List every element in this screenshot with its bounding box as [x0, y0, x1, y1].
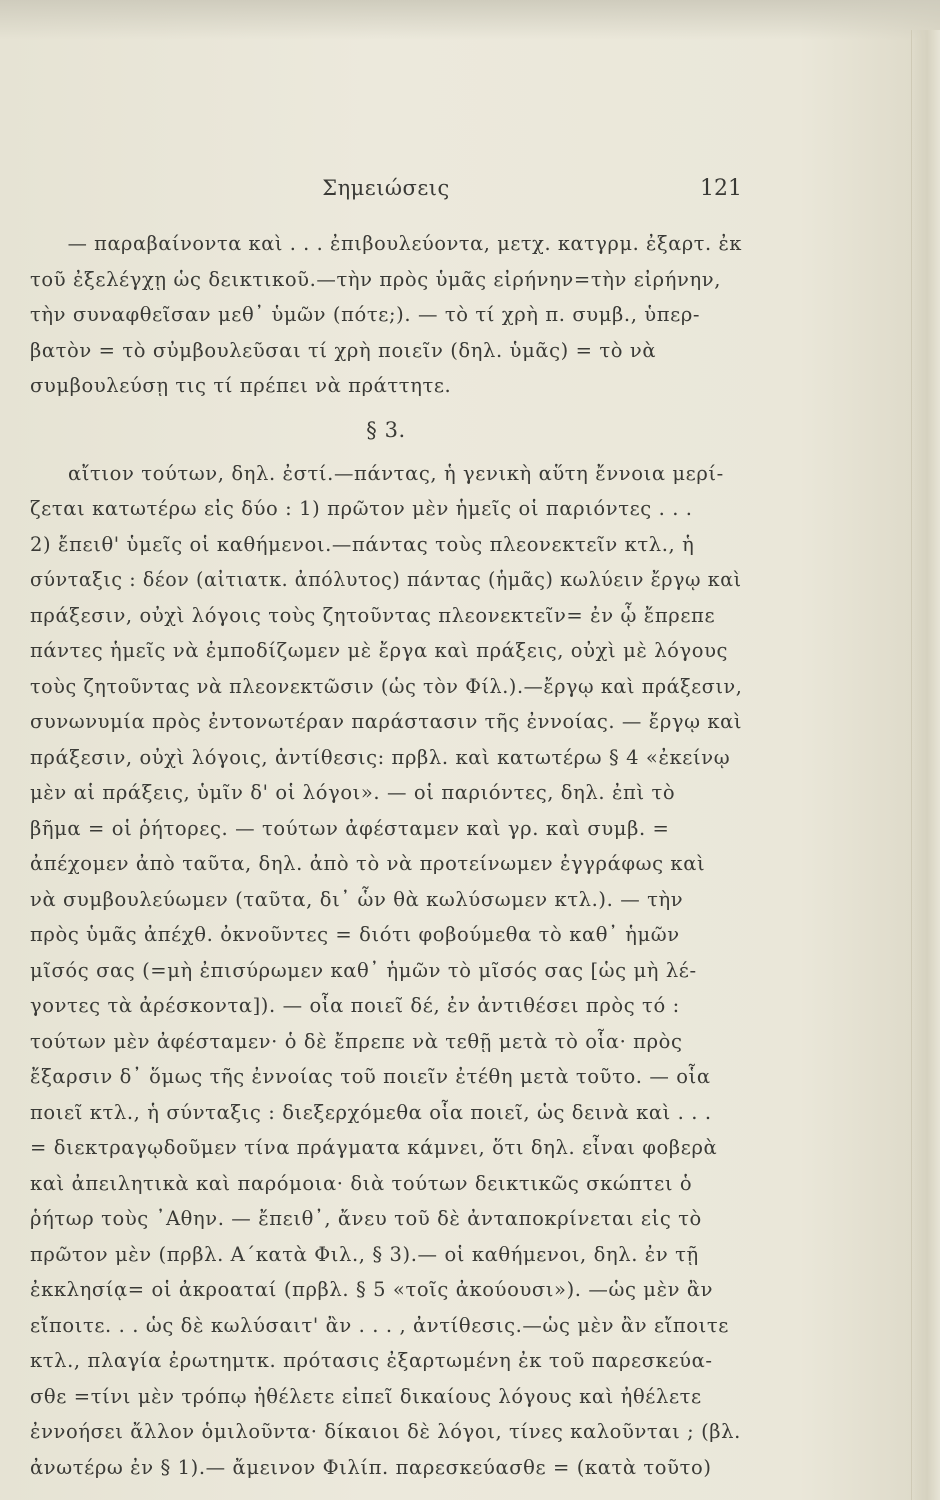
text-line: — παραβαίνοντα καὶ . . . ἐπιβουλεύοντα, μετχ. κατγρμ. ἐξαρτ. ἐκ [67, 232, 743, 255]
text-line: τὴν συναφθεῖσαν μεθ᾽ ὑμῶν (πότε;). — τὸ τί χρὴ π. συμβ., ὑπερ- [30, 303, 701, 326]
paragraph-1 [30, 226, 742, 404]
text-line: ἀνωτέρω ἐν § 1).— ἄμεινον Φιλίπ. παρεσκεύασθε = (κατὰ τοῦτο) [30, 1455, 712, 1479]
text-line: πράξεσιν, οὐχὶ λόγοις τοὺς ζητοῦντας πλεονεκτεῖν= ἐν ᾧ ἔπρεπε [30, 603, 716, 627]
text-line: πάντες ἡμεῖς νὰ ἐμποδίζωμεν μὲ ἔργα καὶ πράξεις, οὐχὶ μὲ λόγους [30, 639, 729, 662]
text-line: κτλ., πλαγία ἐρωτημτκ. πρότασις ἐξαρτωμένη ἐκ τοῦ παρεσκεύα- [30, 1349, 713, 1372]
text-line: τοὺς ζητοῦντας νὰ πλεονεκτῶσιν (ὡς τὸν Φίλ.).—ἔργῳ καὶ πράξεσιν, [30, 674, 743, 698]
text-line: ῥήτωρ τοὺς ᾽Αθην. — ἔπειθ᾽, ἄνευ τοῦ δὲ ἀνταποκρίνεται εἰς τὸ [30, 1207, 702, 1230]
text-line: καὶ ἀπειλητικὰ καὶ παρόμοια· διὰ τούτων δεικτικῶς σκώπτει ὁ [30, 1171, 693, 1195]
page-number: 121 [700, 176, 742, 201]
text-line: πρὸς ὑμᾶς ἀπέχθ. ὀκνοῦντες = διότι φοβούμεθα τὸ καθ᾽ ἡμῶν [30, 923, 680, 946]
page-edge [911, 30, 940, 1500]
notes-body [30, 226, 742, 1485]
text-line: συμβουλεύσῃ τις τί πρέπει νὰ πράττητε. [30, 374, 452, 397]
text-line: μὲν αἱ πράξεις, ὑμῖν δ' οἱ λόγοι». — οἱ παριόντες, δηλ. ἐπὶ τὸ [30, 781, 676, 804]
section-heading: § 3. [366, 417, 406, 442]
text-line: βατὸν = τὸ σὐμβουλεῦσαι τί χρὴ ποιεῖν (δηλ. ὑμᾶς) = τὸ νὰ [30, 338, 657, 362]
text-line: πράξεσιν, οὐχὶ λόγοις, ἀντίθεσις: πρβλ. καὶ κατωτέρω § 4 «ἐκείνῳ [30, 745, 731, 769]
text-line: εἴποιτε. . . ὡς δὲ κωλύσαιτ' ἂν . . . , ἀντίθεσις.—ὡς μὲν ἂν εἴποιτε [30, 1313, 729, 1337]
text-line: ἐννοήσει ἄλλον ὁμιλοῦντα· δίκαιοι δὲ λόγοι, τίνες καλοῦνται ; (βλ. [30, 1420, 741, 1443]
text-line: ἔξαρσιν δ᾽ ὅμως τῆς ἐννοίας τοῦ ποιεῖν ἐτέθη μετὰ τοῦτο. — οἷα [30, 1065, 711, 1088]
scan-top-shadow [0, 0, 940, 40]
text-line: νὰ συμβουλεύωμεν (ταῦτα, δι᾽ ὧν θὰ κωλύσωμεν κτλ.). — τὴν [30, 887, 684, 911]
text-line: σθε =τίνι μὲν τρόπῳ ἠθέλετε εἰπεῖ δικαίους λόγους καὶ ἠθέλετε [30, 1384, 702, 1408]
text-line: ἀπέχομεν ἀπὸ ταῦτα, δηλ. ἀπὸ τὸ νὰ προτείνωμεν ἐγγράφως καὶ [30, 852, 706, 875]
text-line: γοντες τὰ ἀρέσκοντα]). — οἷα ποιεῖ δέ, ἐν ἀντιθέσει πρὸς τό : [30, 994, 680, 1017]
text-line: μῖσός σας (=μὴ ἐπισύρωμεν καθ᾽ ἡμῶν τὸ μῖσός σας [ὡς μὴ λέ- [30, 958, 697, 982]
text-line: ζεται κατωτέρω εἰς δύο : 1) πρῶτον μὲν ἡμεῖς οἱ παριόντες . . . [30, 497, 693, 520]
text-line: τοῦ ἐξελέγχῃ ὡς δεικτικοῦ.—τὴν πρὸς ὑμᾶς εἰρήνην=τὴν εἰρήνην, [30, 267, 722, 291]
text-line: ποιεῖ κτλ., ἡ σύνταξις : διεξερχόμεθα οἷα ποιεῖ, ὡς δεινὰ καὶ . . . [30, 1100, 712, 1124]
running-head [30, 176, 742, 212]
text-line: συνωνυμία πρὸς ἐντονωτέραν παράστασιν τῆς ἐννοίας. — ἔργῳ καὶ [30, 710, 743, 733]
text-line: τούτων μὲν ἀφέσταμεν· ὁ δὲ ἔπρεπε νὰ τεθῇ μετὰ τὸ οἷα· πρὸς [30, 1029, 683, 1053]
text-line: 2) ἔπειθ' ὑμεῖς οἱ καθήμενοι.—πάντας τοὺς πλεονεκτεῖν κτλ., ἡ [30, 532, 695, 556]
text-line: αἴτιον τούτων, δηλ. ἐστί.—πάντας, ἡ γενικὴ αὕτη ἔννοια μερί- [68, 461, 724, 485]
text-line: ἐκκλησίᾳ= οἱ ἀκροαταί (πρβλ. § 5 «τοῖς ἀκούουσι»). —ὡς μὲν ἂν [30, 1278, 714, 1301]
text-line: πρῶτον μὲν (πρβλ. Α´κατὰ Φιλ., § 3).— οἱ καθήμενοι, δηλ. ἐν τῇ [30, 1242, 699, 1266]
text-line: βῆμα = οἱ ῥήτορες. — τούτων ἀφέσταμεν καὶ γρ. καὶ συμβ. = [30, 816, 670, 840]
book-page [30, 176, 742, 1485]
text-line: = διεκτραγῳδοῦμεν τίνα πράγματα κάμνει, ὅτι δηλ. εἶναι φοβερὰ [30, 1136, 718, 1159]
text-line: σύνταξις : δέον (αἰτιατκ. ἀπόλυτος) πάντας (ἡμᾶς) κωλύειν ἔργῳ καὶ [30, 568, 742, 591]
paragraph-2 [30, 456, 742, 1486]
running-title: Σημειώσεις [322, 176, 450, 200]
